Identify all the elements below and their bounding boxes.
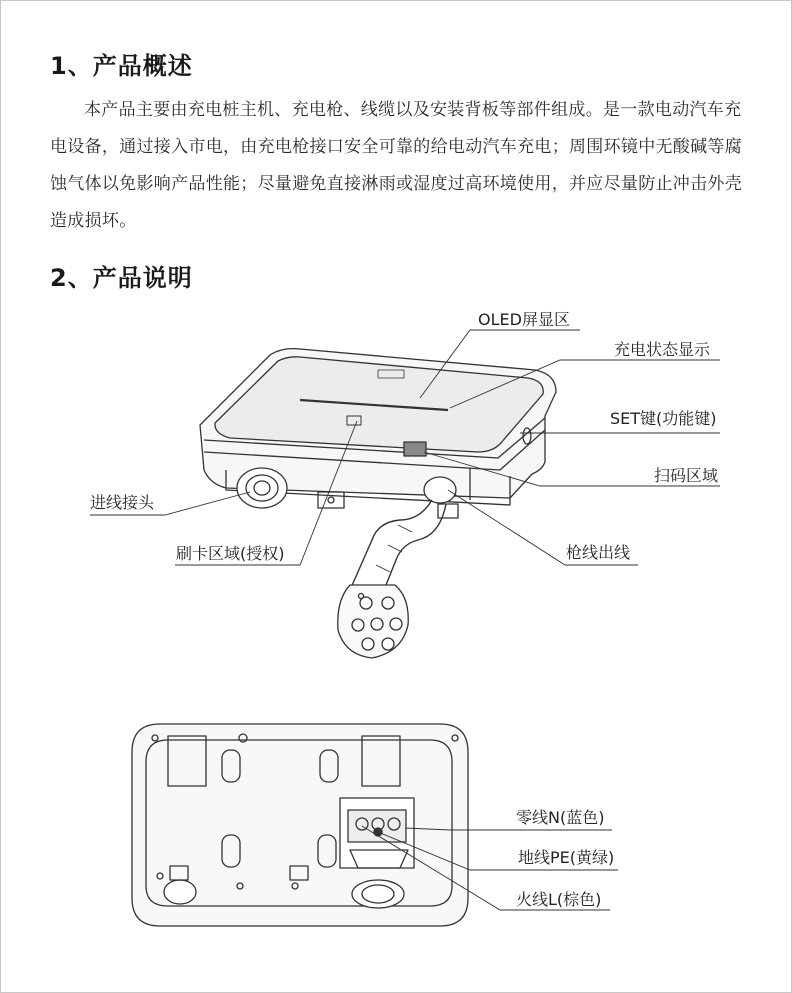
label-gun: 枪线出线 — [566, 543, 631, 562]
label-earth: 地线PE(黄绿) — [518, 848, 615, 867]
gun-cable-outlet — [424, 477, 456, 503]
qr-code — [404, 442, 426, 456]
section-heading-description: 2、产品说明 — [50, 264, 193, 292]
label-live: 火线L(棕色) — [516, 890, 602, 909]
label-set-key: SET键(功能键) — [610, 409, 717, 428]
back-cable-gland — [352, 880, 404, 908]
section-heading-overview: 1、产品概述 — [50, 52, 193, 80]
label-inlet: 进线接头 — [90, 493, 155, 512]
label-status: 充电状态显示 — [614, 340, 711, 359]
label-neutral: 零线N(蓝色) — [516, 808, 605, 827]
inlet-gland — [237, 468, 287, 508]
label-card: 刷卡区域(授权) — [176, 544, 285, 563]
label-oled: OLED屏显区 — [478, 310, 570, 329]
label-scan: 扫码区域 — [654, 466, 719, 485]
overview-paragraph: 本产品主要由充电桩主机、充电枪、线缆以及安装背板等部件组成。是一款电动汽车充电设备，通过接入市电，由充电枪接口安全可靠的给电动汽车充电；周围环镜中无酸碱等腐蚀气体以免影响产品性能；尽量避免直接淋雨或湿度过高环境使用，并应尽量防止冲击外壳造成损坏。 — [50, 100, 742, 231]
card-area — [318, 492, 344, 508]
